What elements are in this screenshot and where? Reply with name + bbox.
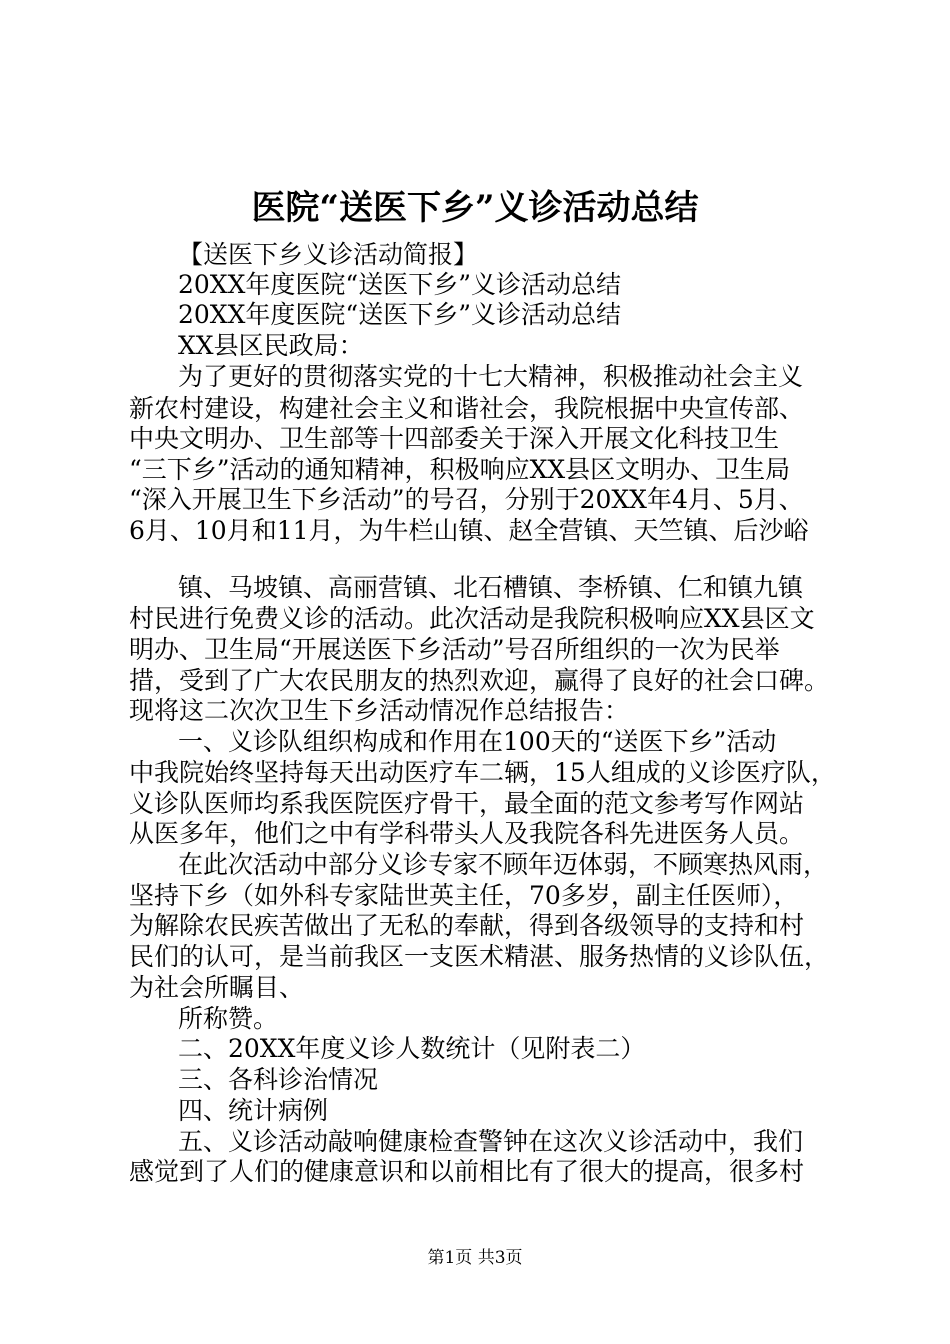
text-line: 为了更好的贯彻落实党的十七大精神，积极推动社会主义 [178,362,804,391]
text-line: “三下乡”活动的通知精神，积极响应XX县区文明办、卫生局 [129,455,791,484]
text-line: 6月、10月和11月，为牛栏山镇、赵全营镇、天竺镇、后沙峪 [129,516,809,545]
text-line: 村民进行免费义诊的活动。此次活动是我院积极响应XX县区文 [129,604,815,633]
text-line: 从医多年，他们之中有学科带头人及我院各科先进医务人员。 [129,819,805,848]
text-line: 感觉到了人们的健康意识和以前相比有了很大的提高，很多村 [129,1157,805,1186]
text-line-salutation: XX县区民政局： [178,331,364,360]
text-line: 民们的认可，是当前我区一支医术精湛、服务热情的义诊队伍， [129,942,830,971]
text-line: 为解除农民疾苦做出了无私的奉献，得到各级领导的支持和村 [129,911,805,940]
text-line: 现将这二次次卫生下乡活动情况作总结报告： [129,696,630,725]
text-line: 为社会所瞩目、 [129,973,305,1002]
text-line: 所称赞。 [178,1004,279,1033]
text-line-bulletin: 【送医下乡义诊活动简报】 [178,240,479,269]
text-line-section-2: 二、20XX年度义诊人数统计（见附表二） [178,1034,646,1063]
text-line: 明办、卫生局“开展送医下乡活动”号召所组织的一次为民举 [129,635,780,664]
text-line: 坚持下乡（如外科专家陆世英主任，70多岁，副主任医师）， [129,881,799,910]
text-line: 中央文明办、卫生部等十四部委关于深入开展文化科技卫生 [129,424,780,453]
page-number-footer: 第1页 共3页 [427,1248,523,1268]
text-line: 措，受到了广大农民朋友的热烈欢迎，赢得了良好的社会口碑。 [129,666,830,695]
text-line-section-4: 四、统计病例 [178,1096,329,1125]
text-line: 义诊队医师均系我医院医疗骨干，最全面的范文参考写作网站 [129,789,805,818]
text-line: 中我院始终坚持每天出动医疗车二辆，15人组成的义诊医疗队， [129,758,836,787]
text-line: 新农村建设，构建社会主义和谐社会，我院根据中央宣传部、 [129,394,805,423]
text-line-heading-1: 20XX年度医院“送医下乡”义诊活动总结 [178,270,621,299]
text-line: “深入开展卫生下乡活动”的号召，分别于20XX年4月、5月、 [129,485,804,514]
text-line: 镇、马坡镇、高丽营镇、北石槽镇、李桥镇、仁和镇九镇 [178,573,804,602]
text-line-section-3: 三、各科诊治情况 [178,1065,379,1094]
text-line-heading-2: 20XX年度医院“送医下乡”义诊活动总结 [178,300,621,329]
text-line: 在此次活动中部分义诊专家不顾年迈体弱，不顾寒热风雨， [178,850,829,879]
text-line-section-5: 五、义诊活动敲响健康检查警钟在这次义诊活动中，我们 [178,1127,804,1156]
text-line: 一、义诊队组织构成和作用在100天的“送医下乡”活动 [178,727,777,756]
document-title: 医院“送医下乡”义诊活动总结 [251,188,699,228]
